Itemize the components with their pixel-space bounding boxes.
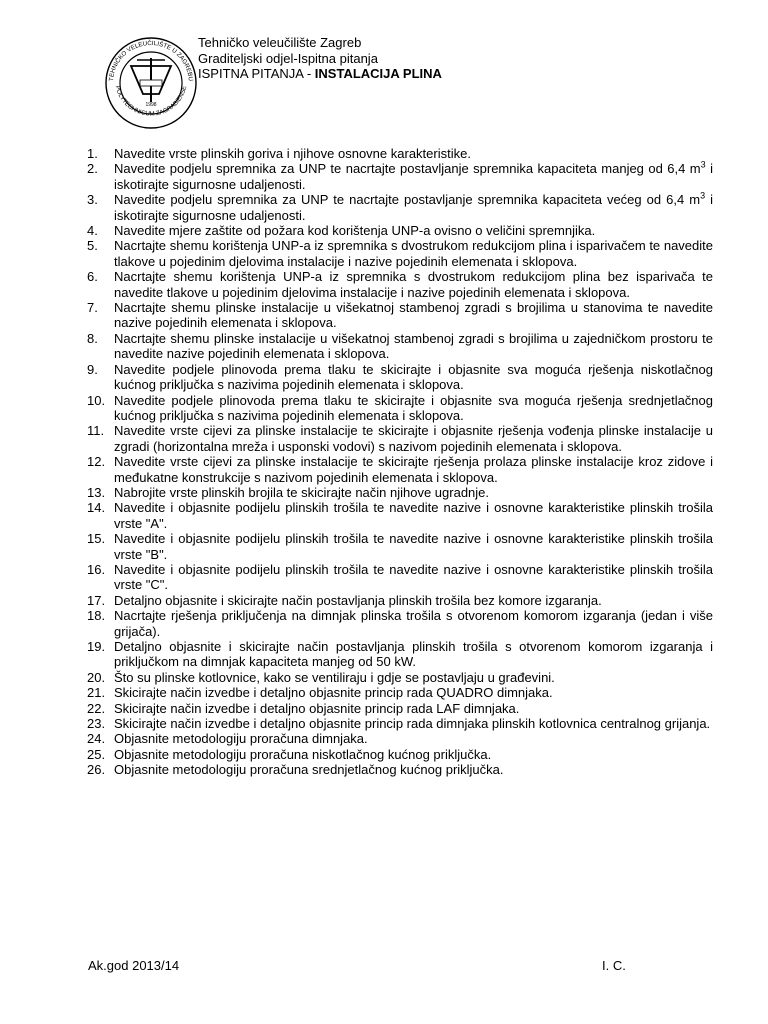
question-number: 11. bbox=[87, 423, 105, 439]
question-number: 1. bbox=[87, 146, 98, 161]
question-text-main: Navedite vrste cijevi za plinske instalacije te skicirajte rješenja prolaza plinske instalacije kroz zidove i međukatne konstrukcije s nazivom pojedinih elemenata i sklopova. bbox=[114, 454, 713, 485]
question-number: 3. bbox=[87, 192, 98, 208]
question-text-main: Skicirajte način izvedbe i detaljno objasnite princip rada dimnjaka plinskih kotlovnica centralnog grijanja. bbox=[114, 716, 711, 732]
question-number: 21. bbox=[87, 685, 106, 701]
question-text bbox=[114, 362, 713, 393]
question-text-main: Navedite mjere zaštite od požara kod korištenja UNP-a ovisno o veličini spremnjika. bbox=[114, 223, 596, 239]
question-number: 25. bbox=[87, 746, 106, 762]
question-text-main: Navedite podjele plinovoda prema tlaku te skicirajte i objasnite sva moguća rješenja niskotlačnog kućnog priključka s nazivima pojedinih elemenata i sklopova. bbox=[114, 361, 713, 393]
footer-academic-year: Ak.god 2013/14 bbox=[88, 958, 180, 973]
question-item bbox=[87, 454, 713, 485]
question-text-main: Nacrtajte shemu plinske instalacije u višekatnoj stambenoj zgradi s brojilima u stanovima te navedite nazive pojedinih elemenata i sklopova. bbox=[114, 300, 713, 331]
question-text-main: Što su plinske kotlovnice, kako se ventiliraju i gdje se postavljaju u građevini. bbox=[114, 669, 555, 685]
question-text-main: Skicirajte način izvedbe i detaljno objasnite princip rada QUADRO dimnjaka. bbox=[114, 685, 553, 701]
svg-text:TEHNIČKO VELEUČILIŠTE U ZAGREB: TEHNIČKO VELEUČILIŠTE U ZAGREBU bbox=[108, 39, 194, 82]
question-item bbox=[87, 238, 713, 269]
question-item bbox=[87, 701, 713, 716]
question-item bbox=[87, 485, 713, 500]
seal-graphic bbox=[104, 36, 198, 130]
question-number: 15. bbox=[87, 531, 106, 547]
question-number: 5. bbox=[87, 238, 98, 254]
question-number: 26. bbox=[87, 762, 106, 778]
question-number: 22. bbox=[87, 700, 106, 716]
question-text bbox=[114, 716, 713, 731]
question-number: 13. bbox=[87, 484, 106, 500]
question-number: 14. bbox=[87, 500, 106, 516]
question-item bbox=[87, 639, 713, 670]
question-number: 9. bbox=[87, 361, 98, 377]
question-number: 4. bbox=[87, 223, 98, 239]
question-item bbox=[87, 531, 713, 562]
question-text bbox=[114, 331, 713, 362]
question-number: 20. bbox=[87, 669, 106, 685]
question-text-main: Navedite podjelu spremnika za UNP te nacrtajte postavljanje spremnika kapaciteta većeg od 6,4 m bbox=[114, 192, 701, 208]
question-item bbox=[87, 747, 713, 762]
question-text-main: Navedite vrste cijevi za plinske instalacije te skicirajte i objasnite rješenja vođenja plinske instalacije u zgradi (horizontalna mreža i usponski vodovi) s nazivom pojedinih elemenata i sklopova. bbox=[114, 423, 713, 454]
question-item bbox=[87, 762, 713, 777]
exam-questions-list bbox=[87, 146, 713, 778]
question-text-main: Detaljno objasnite i skicirajte način postavljanja plinskih trošila s otvorenom komorom izgaranja i priključkom na dimnjak kapaciteta manjeg od 50 kW. bbox=[114, 639, 713, 670]
question-number: 23. bbox=[87, 716, 106, 732]
question-text-main: Navedite vrste plinskih goriva i njihove osnovne karakteristike. bbox=[114, 146, 471, 161]
question-text bbox=[114, 747, 713, 762]
question-text-tail: i iskotirajte sigurnosne udaljenosti. bbox=[114, 192, 714, 223]
question-text bbox=[114, 531, 713, 562]
question-text-tail: i iskotirajte sigurnosne udaljenosti. bbox=[114, 161, 713, 192]
question-item bbox=[87, 223, 713, 238]
question-text-main: Nacrtajte rješenja priključenja na dimnjak plinska trošila s otvorenom komorom izgaranja (jedan i više grijača). bbox=[114, 608, 713, 639]
title-prefix: ISPITNA PITANJA - bbox=[198, 66, 315, 81]
question-text-main: Navedite i objasnite podijelu plinskih trošila te navedite nazive i osnovne karakteristike plinskih trošila vrste "A". bbox=[114, 500, 713, 531]
institution-seal-logo bbox=[104, 36, 198, 130]
question-text bbox=[114, 393, 713, 424]
question-number: 2. bbox=[87, 161, 98, 177]
question-item bbox=[87, 300, 713, 331]
question-text bbox=[114, 485, 713, 500]
question-text-main: Detaljno objasnite i skicirajte način postavljanja plinskih trošila bez komore izgaranja. bbox=[114, 592, 602, 608]
question-number: 24. bbox=[87, 731, 106, 747]
question-text bbox=[114, 639, 713, 670]
question-text bbox=[114, 562, 713, 593]
superscript-exponent: 3 bbox=[700, 190, 706, 201]
question-item bbox=[87, 393, 713, 424]
question-text-main: Nacrtajte shemu korištenja UNP-a iz spremnika s dvostrukom redukcijom plina i isparivačem te navedite tlakove u pojedinim djelovima instalacije i nazive pojedinih elemenata i sklopova. bbox=[114, 238, 713, 269]
question-number: 16. bbox=[87, 561, 106, 577]
question-text bbox=[114, 500, 713, 531]
question-text-main: Navedite podjelu spremnika za UNP te nacrtajte postavljanje spremnika kapaciteta manjeg od 6,4 m bbox=[114, 161, 701, 177]
question-text-main: Navedite i objasnite podijelu plinskih trošila te navedite nazive i osnovne karakteristike plinskih trošila vrste "B". bbox=[114, 531, 713, 562]
seal-year: 1998 bbox=[145, 102, 157, 108]
question-number: 6. bbox=[87, 269, 98, 285]
question-text-main: Navedite podjele plinovoda prema tlaku te skicirajte i objasnite sva moguća rješenja srednjetlačnog kućnog priključka s nazivima pojedinih elemenata i sklopova. bbox=[114, 392, 713, 423]
question-number: 10. bbox=[87, 392, 106, 408]
question-text bbox=[114, 269, 713, 300]
question-text bbox=[114, 192, 713, 223]
question-text-main: Skicirajte način izvedbe i detaljno objasnite princip rada LAF dimnjaka. bbox=[114, 700, 520, 716]
institution-name: Tehničko veleučilište Zagreb bbox=[198, 35, 362, 50]
footer-initials: I. C. bbox=[602, 958, 626, 973]
question-text bbox=[114, 161, 713, 192]
question-item bbox=[87, 192, 713, 223]
question-text-main: Objasnite metodologiju proračuna niskotlačnog kućnog priključka. bbox=[114, 746, 492, 762]
question-item bbox=[87, 362, 713, 393]
question-text bbox=[114, 238, 713, 269]
question-text bbox=[114, 762, 713, 777]
question-item bbox=[87, 562, 713, 593]
question-text bbox=[114, 300, 713, 331]
question-text bbox=[114, 701, 713, 716]
question-text-main: Nabrojite vrste plinskih brojila te skicirajte način njihove ugradnje. bbox=[114, 484, 490, 500]
document-title bbox=[198, 66, 442, 82]
question-item bbox=[87, 731, 713, 746]
question-item bbox=[87, 593, 713, 608]
title-subject: INSTALACIJA PLINA bbox=[314, 66, 442, 81]
question-text-main: Nacrtajte shemu korištenja UNP-a iz spremnika s dvostrukom redukcijom plina bez isparivača te navedite tlakove u pojedinim djelovima instalacije i nazive pojedinih elemenata i sklopova. bbox=[114, 269, 713, 300]
question-number: 17. bbox=[87, 592, 106, 608]
question-item bbox=[87, 161, 713, 192]
question-text-main: Objasnite metodologiju proračuna srednjetlačnog kućnog priključka. bbox=[114, 762, 504, 778]
question-text bbox=[114, 608, 713, 639]
question-number: 7. bbox=[87, 300, 98, 316]
question-number: 19. bbox=[87, 639, 106, 654]
question-text bbox=[114, 670, 713, 685]
question-item bbox=[87, 269, 713, 300]
question-item bbox=[87, 423, 713, 454]
question-number: 18. bbox=[87, 608, 106, 624]
question-text-main: Navedite i objasnite podijelu plinskih trošila te navedite nazive i osnovne karakteristike plinskih trošila vrste "C". bbox=[114, 561, 713, 593]
question-item bbox=[87, 716, 713, 731]
question-text bbox=[114, 593, 713, 608]
question-number: 8. bbox=[87, 330, 98, 346]
superscript-exponent: 3 bbox=[700, 160, 706, 171]
question-item bbox=[87, 331, 713, 362]
question-text-main: Objasnite metodologiju proračuna dimnjaka. bbox=[114, 731, 368, 747]
question-text bbox=[114, 146, 713, 161]
question-text bbox=[114, 423, 713, 454]
question-text bbox=[114, 223, 713, 238]
question-number: 12. bbox=[87, 454, 106, 470]
question-text bbox=[114, 685, 713, 700]
question-text-main: Nacrtajte shemu plinske instalacije u višekatnoj stambenoj zgradi s brojilima u zajedničkom prostoru te navedite nazive pojedinih elemenata i sklopova. bbox=[114, 330, 713, 362]
question-text bbox=[114, 731, 713, 746]
question-item bbox=[87, 670, 713, 685]
department-name: Graditeljski odjel-Ispitna pitanja bbox=[198, 50, 378, 66]
question-item bbox=[87, 685, 713, 700]
question-item bbox=[87, 500, 713, 531]
question-item bbox=[87, 146, 713, 161]
svg-text:POLYTECHNICUM ZAGRABIENSE: POLYTECHNICUM ZAGRABIENSE bbox=[113, 85, 189, 118]
question-item bbox=[87, 608, 713, 639]
document-header bbox=[198, 35, 442, 82]
question-text bbox=[114, 454, 713, 485]
